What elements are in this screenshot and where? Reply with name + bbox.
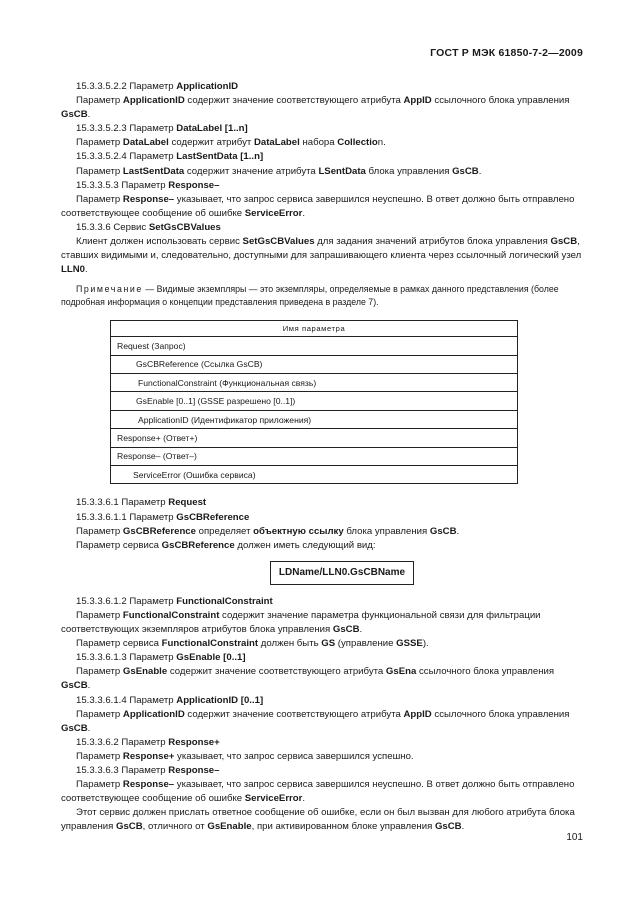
page-number: 101 <box>566 832 583 843</box>
paragraph: Параметр Response– указывает, что запрос сервиса завершился неуспешно. В ответ должно быть отправлено соответствующее сообщение об ошибке ServiceError. <box>61 779 575 805</box>
page-header: ГОСТ Р МЭК 61850-7-2—2009 <box>430 47 583 59</box>
paragraph: Параметр ApplicationID содержит значение соответствующего атрибута AppID ссылочного блока управления GsCB. <box>61 95 570 121</box>
table-row: Response+ (Ответ+) <box>111 429 518 447</box>
table-row: GsCBReference (Ссылка GsCB) <box>111 355 518 373</box>
table-row: Response– (Ответ–) <box>111 447 518 465</box>
heading-15-3-3-6: 15.3.3.6 Сервис SetGsCBValues <box>76 221 221 233</box>
heading-15-3-3-5-2-4: 15.3.3.5.2.4 Параметр LastSentData [1..n] <box>76 151 264 163</box>
paragraph: Этот сервис должен прислать ответное сообщение об ошибке, если он был вызван для любого атрибута блока управления GsCB, отличного от GsEnable, при активированном блоке управления GsCB. <box>61 807 575 833</box>
paragraph: Параметр GsEnable содержит значение соответствующего атрибута GsEna ссылочного блока управления GsCB. <box>61 666 555 692</box>
reference-format-box: LDName/LLN0.GsCBName <box>270 561 414 585</box>
paragraph: Параметр Response+ указывает, что запрос сервиса завершился успешно. <box>76 750 414 762</box>
format-box-wrapper <box>61 561 583 585</box>
paragraph: Параметр GsCBReference определяет объектную ссылку блока управления GsCB. <box>76 525 460 537</box>
paragraph: Параметр LastSentData содержит значение атрибута LSentData блока управления GsCB. <box>76 165 482 177</box>
table-row: FunctionalConstraint (Функциональная связь) <box>111 374 518 392</box>
paragraph: Параметр Response– указывает, что запрос сервиса завершился неуспешно. В ответ должно быть отправлено соответствующее сообщение об ошибке ServiceError. <box>61 193 575 219</box>
table-row: Request (Запрос) <box>111 337 518 355</box>
paragraph: Параметр сервиса GsCBReference должен иметь следующий вид: <box>76 539 376 551</box>
heading-15-3-3-6-1-4: 15.3.3.6.1.4 Параметр ApplicationID [0..1] <box>76 694 264 706</box>
heading-15-3-3-6-1-3: 15.3.3.6.1.3 Параметр GsEnable [0..1] <box>76 652 246 664</box>
paragraph: Параметр ApplicationID содержит значение соответствующего атрибута AppID ссылочного блока управления GsCB. <box>61 708 570 734</box>
heading-15-3-3-6-1-1: 15.3.3.6.1.1 Параметр GsCBReference <box>76 511 250 523</box>
table-row: ApplicationID (Идентификатор приложения) <box>111 410 518 428</box>
heading-15-3-3-5-2-3: 15.3.3.5.2.3 Параметр DataLabel [1..n] <box>76 123 248 135</box>
heading-15-3-3-5-3: 15.3.3.5.3 Параметр Response– <box>76 179 220 191</box>
table-row: GsEnable [0..1] (GSSE разрешено [0..1]) <box>111 392 518 410</box>
page-content <box>61 80 583 835</box>
heading-15-3-3-6-3: 15.3.3.6.3 Параметр Response– <box>76 765 220 777</box>
note: Примечание — Видимые экземпляры — это экземпляры, определяемые в рамках данного представления (более подробная информация о концепции представления приведена в разделе 7). <box>61 284 559 307</box>
table-header: Имя параметра <box>111 321 518 337</box>
paragraph: Параметр DataLabel содержит атрибут DataLabel набора Collection. <box>76 137 386 149</box>
heading-15-3-3-6-2: 15.3.3.6.2 Параметр Response+ <box>76 736 220 748</box>
parameter-table <box>110 320 518 484</box>
paragraph: Параметр сервиса FunctionalConstraint должен быть GS (управление GSSE). <box>76 638 429 650</box>
paragraph: Клиент должен использовать сервис SetGsCBValues для задания значений атрибутов блока управления GsCB, ставших видимыми и, следовательно, доступными для запрашивающего клиента через ссылочный логический узел LLN0. <box>61 236 582 276</box>
table-row: ServiceError (Ошибка сервиса) <box>111 466 518 484</box>
heading-15-3-3-6-1-2: 15.3.3.6.1.2 Параметр FunctionalConstraint <box>76 595 273 607</box>
heading-15-3-3-5-2-2: 15.3.3.5.2.2 Параметр ApplicationID <box>76 81 239 92</box>
paragraph: Параметр FunctionalConstraint содержит значение параметра функциональной связи для фильтрации соответствующих экземпляров атрибутов блока управления GsCB. <box>61 610 541 636</box>
heading-15-3-3-6-1: 15.3.3.6.1 Параметр Request <box>76 497 207 509</box>
